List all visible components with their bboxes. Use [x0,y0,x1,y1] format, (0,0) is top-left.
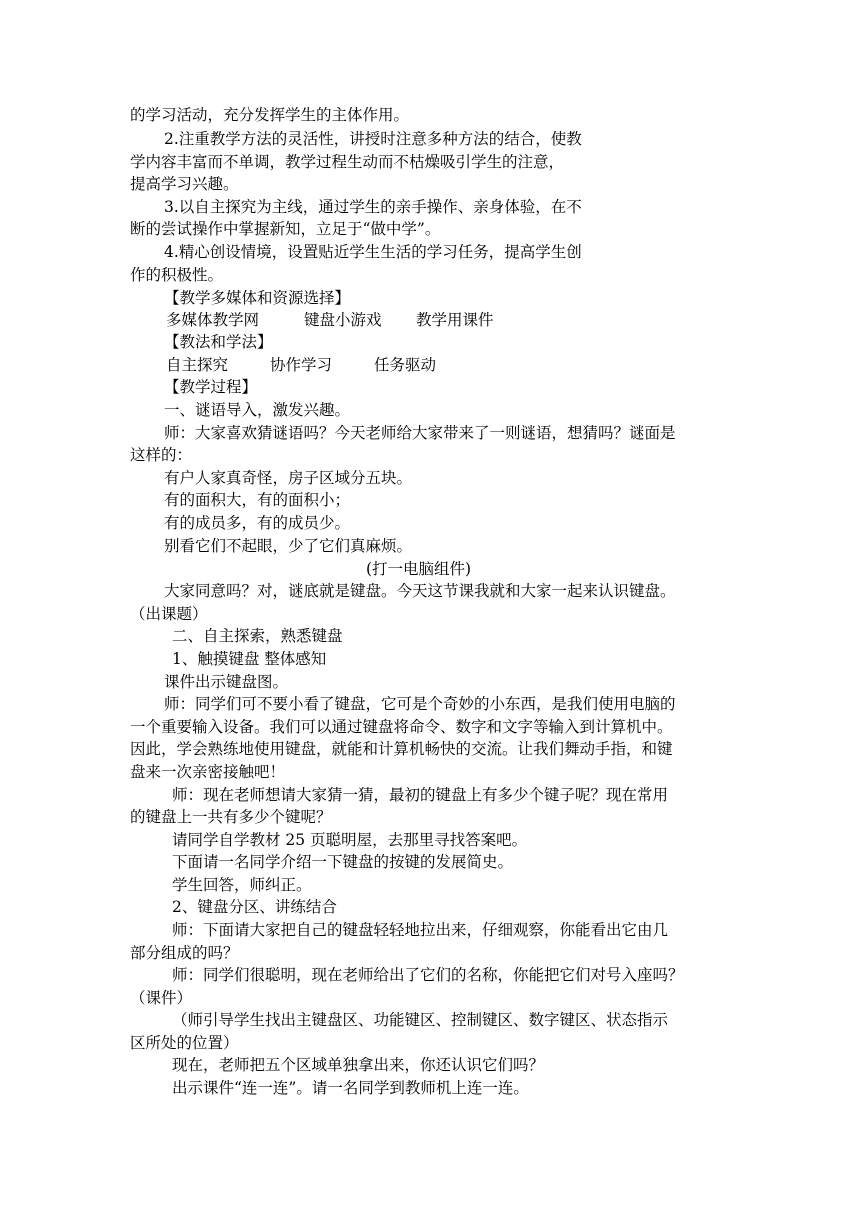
riddle-hint: (打一电脑组件) [366,560,472,578]
text-line: 请同学自学教材 25 页聪明屋，去那里寻找答案吧。 [172,831,528,849]
subsection-heading: 1、触摸键盘 整体感知 [172,650,327,668]
text-line: 下面请一名同学介绍一下键盘的按键的发展简史。 [172,853,514,871]
text-line: 师：现在老师想请大家猜一猜，最初的键盘上有多少个键子呢？现在常用 [172,786,669,804]
subsection-heading: 2、键盘分区、讲练结合 [172,898,337,916]
text-line: 课件出示键盘图。 [164,673,289,691]
text-line: 学内容丰富而不单调，教学过程生动而不枯燥吸引学生的注意， [130,153,565,171]
text-line: 一、谜语导入，激发兴趣。 [164,401,351,419]
text-line: 师：同学们可不要小看了键盘，它可是个奇妙的小东西，是我们使用电脑的 [164,695,676,713]
text-line: 部分组成的吗？ [130,944,239,962]
text-line: 大家同意吗？对，谜底就是键盘。今天这节课我就和大家一起来认识键盘。 [164,582,676,600]
text-line: （出课题） [130,605,208,623]
text-line: 4.精心创设情境，设置贴近学生生活的学习任务，提高学生创 [164,243,582,261]
text-line: 师：大家喜欢猜谜语吗？今天老师给大家带来了一则谜语，想猜吗？谜面是 [164,424,676,442]
riddle-line: 别看它们不起眼，少了它们真麻烦。 [164,537,413,555]
text-line: 一个重要输入设备。我们可以通过键盘将命令、数字和文字等输入到计算机中。 [130,718,673,736]
text-line: 提高学习兴趣。 [130,175,239,193]
section-heading: 【教法和学法】 [164,333,273,351]
text-line: 学生回答，师纠正。 [172,876,312,894]
riddle-line: 有户人家真奇怪，房子区域分五块。 [164,469,413,487]
text-line: 作的积极性。 [130,266,224,284]
text-line: （师引导学生找出主键盘区、功能键区、控制键区、数字键区、状态指示 [172,1011,669,1029]
text-line: 2.注重教学方法的灵活性，讲授时注意多种方法的结合，使教 [164,130,582,148]
method-item: 任务驱动 [374,356,437,374]
method-item: 协作学习 [270,356,333,374]
resource-item: 键盘小游戏 [304,311,382,329]
resource-item: 教学用课件 [416,311,494,329]
resource-item: 多媒体教学网 [166,311,260,329]
text-line: 现在，老师把五个区域单独拿出来，你还认识它们吗？ [172,1056,545,1074]
text-line: 这样的： [130,446,193,464]
text-line: 师：同学们很聪明，现在老师给出了它们的名称，你能把它们对号入座吗？ [172,966,684,984]
riddle-line: 有的面积大，有的面积小； [164,491,351,509]
method-item: 自主探究 [166,356,229,374]
text-line: 的学习活动，充分发挥学生的主体作用。 [130,106,410,124]
text-line: 出示课件“连一连”。请一名同学到教师机上连一连。 [172,1079,529,1097]
text-line: （课件） [130,989,193,1007]
text-line: 的键盘上一共有多少个键呢？ [130,808,332,826]
text-line: 断的尝试操作中掌握新知，立足于“做中学”。 [130,220,441,238]
text-line: 盘来一次亲密接触吧！ [130,763,286,781]
text-line: 师：下面请大家把自己的键盘轻轻地拉出来，仔细观察，你能看出它由几 [172,921,669,939]
riddle-line: 有的成员多，有的成员少。 [164,514,351,532]
section-heading: 二、自主探索，熟悉键盘 [172,627,343,645]
section-heading: 【教学多媒体和资源选择】 [164,289,351,307]
section-heading: 【教学过程】 [164,378,258,396]
text-line: 3.以自主探究为主线，通过学生的亲手操作、亲身体验，在不 [164,198,582,216]
text-line: 因此，学会熟练地使用键盘，就能和计算机畅快的交流。让我们舞动手指，和键 [130,740,673,758]
text-line: 区所处的位置） [130,1034,239,1052]
